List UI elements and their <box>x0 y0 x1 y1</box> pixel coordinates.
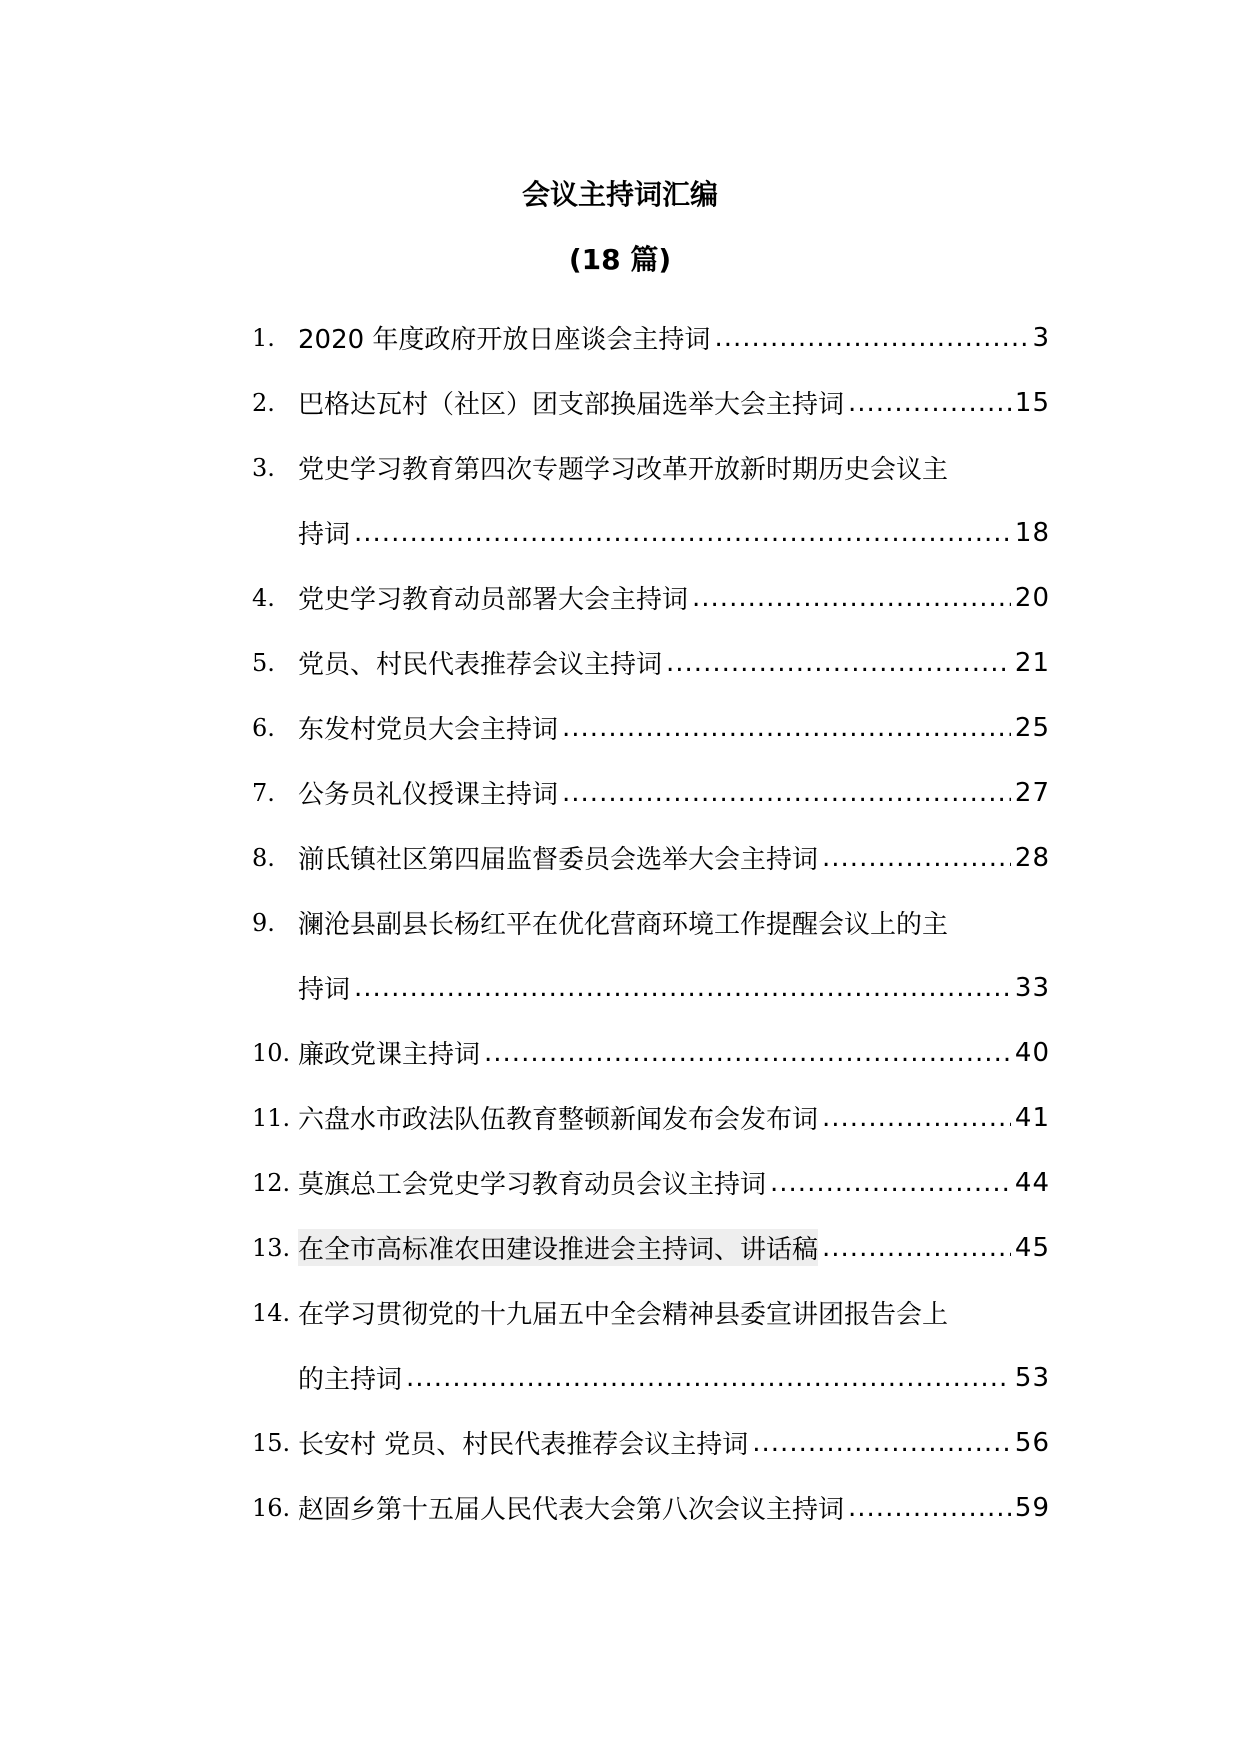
table-of-contents <box>252 305 1050 1540</box>
toc-line <box>252 955 1050 1020</box>
toc-entry-title: 澜沧县副县长杨红平在优化营商环境工作提醒会议上的主 <box>298 910 949 940</box>
toc-entry[interactable] <box>252 1085 1050 1150</box>
toc-dot-leader <box>822 843 1011 873</box>
toc-entry[interactable] <box>252 1215 1050 1280</box>
toc-dot-leader <box>848 388 1011 418</box>
toc-entry-number: 6. <box>252 713 275 742</box>
toc-dot-leader <box>822 1103 1011 1133</box>
toc-line <box>252 1280 1050 1345</box>
toc-line <box>252 630 1050 695</box>
toc-entry-number: 11. <box>252 1103 291 1132</box>
toc-entry[interactable] <box>252 1280 1050 1410</box>
toc-dot-leader <box>770 1168 1011 1198</box>
toc-entry[interactable] <box>252 760 1050 825</box>
toc-line <box>252 890 1050 955</box>
toc-entry-title: 六盘水市政法队伍教育整顿新闻发布会发布词 <box>298 1105 819 1135</box>
toc-dot-leader <box>666 648 1011 678</box>
toc-entry[interactable] <box>252 1475 1050 1540</box>
toc-entry[interactable] <box>252 630 1050 695</box>
toc-entry-number: 1. <box>252 323 275 352</box>
toc-entry-title: 长安村 党员、村民代表推荐会议主持词 <box>298 1430 749 1460</box>
toc-entry-number: 13. <box>252 1233 291 1262</box>
toc-entry-number: 8. <box>252 843 275 872</box>
toc-entry-title: 廉政党课主持词 <box>298 1040 481 1070</box>
toc-entry-number: 4. <box>252 583 275 612</box>
document-title: 会议主持词汇编 <box>521 178 718 211</box>
toc-page-number: 53 <box>1014 1362 1050 1393</box>
toc-line <box>252 1475 1050 1540</box>
document-subtitle: (18 篇) <box>568 243 672 276</box>
toc-dot-leader <box>752 1428 1011 1458</box>
toc-entry-title: 持词 <box>298 520 351 550</box>
toc-dot-leader <box>354 518 1011 548</box>
toc-dot-leader <box>484 1038 1011 1068</box>
toc-line <box>252 370 1050 435</box>
toc-entry-number: 15. <box>252 1428 291 1457</box>
toc-line <box>252 565 1050 630</box>
toc-entry-number: 2. <box>252 388 275 417</box>
toc-page-number: 41 <box>1014 1102 1050 1133</box>
toc-entry-number: 5. <box>252 648 275 677</box>
toc-entry-title: 党史学习教育动员部署大会主持词 <box>298 585 689 615</box>
toc-page-number: 21 <box>1014 647 1050 678</box>
toc-page-number: 45 <box>1014 1232 1050 1263</box>
toc-page-number: 20 <box>1014 582 1050 613</box>
toc-entry-number: 10. <box>252 1038 291 1067</box>
toc-page-number: 56 <box>1014 1427 1050 1458</box>
toc-entry-number: 7. <box>252 778 275 807</box>
toc-entry[interactable] <box>252 890 1050 1020</box>
toc-line <box>252 500 1050 565</box>
toc-entry[interactable] <box>252 1150 1050 1215</box>
toc-line <box>252 305 1050 370</box>
toc-dot-leader <box>406 1363 1011 1393</box>
toc-line <box>252 1215 1050 1280</box>
toc-entry-title: 巴格达瓦村（社区）团支部换届选举大会主持词 <box>298 390 845 420</box>
toc-entry-title: 持词 <box>298 975 351 1005</box>
toc-page-number: 40 <box>1014 1037 1050 1068</box>
toc-entry-title: 党史学习教育第四次专题学习改革开放新时期历史会议主 <box>298 455 949 485</box>
toc-entry-title: 的主持词 <box>298 1365 403 1395</box>
toc-dot-leader <box>822 1233 1011 1263</box>
toc-line <box>252 1020 1050 1085</box>
toc-page-number: 3 <box>1032 322 1050 353</box>
toc-line <box>252 1410 1050 1475</box>
toc-page-number: 28 <box>1014 842 1050 873</box>
toc-entry-title: 湔氐镇社区第四届监督委员会选举大会主持词 <box>298 845 819 875</box>
toc-dot-leader <box>692 583 1011 613</box>
toc-entry-title: 在学习贯彻党的十九届五中全会精神县委宣讲团报告会上 <box>298 1300 949 1330</box>
toc-page-number: 59 <box>1014 1492 1050 1523</box>
toc-entry[interactable] <box>252 1020 1050 1085</box>
toc-dot-leader <box>354 973 1011 1003</box>
toc-entry-number: 16. <box>252 1493 291 1522</box>
toc-line <box>252 760 1050 825</box>
toc-entry[interactable] <box>252 1410 1050 1475</box>
toc-entry-title: 公务员礼仪授课主持词 <box>298 780 559 810</box>
toc-dot-leader <box>714 323 1028 353</box>
toc-line <box>252 1085 1050 1150</box>
toc-entry[interactable] <box>252 695 1050 760</box>
toc-entry-title: 赵固乡第十五届人民代表大会第八次会议主持词 <box>298 1495 845 1525</box>
toc-entry-title: 在全市高标准农田建设推进会主持词、讲话稿 <box>298 1229 818 1266</box>
toc-entry[interactable] <box>252 825 1050 890</box>
toc-entry[interactable] <box>252 370 1050 435</box>
toc-entry[interactable] <box>252 305 1050 370</box>
toc-dot-leader <box>562 713 1011 743</box>
toc-page-number: 25 <box>1014 712 1050 743</box>
toc-entry[interactable] <box>252 435 1050 565</box>
toc-page-number: 44 <box>1014 1167 1050 1198</box>
toc-page-number: 27 <box>1014 777 1050 808</box>
toc-entry-number: 9. <box>252 908 275 937</box>
toc-line <box>252 1345 1050 1410</box>
toc-entry[interactable] <box>252 565 1050 630</box>
toc-line <box>252 825 1050 890</box>
toc-entry-number: 14. <box>252 1298 291 1327</box>
toc-page-number: 33 <box>1014 972 1050 1003</box>
toc-entry-title: 东发村党员大会主持词 <box>298 715 559 745</box>
toc-entry-title: 莫旗总工会党史学习教育动员会议主持词 <box>298 1170 767 1200</box>
toc-line <box>252 435 1050 500</box>
toc-line <box>252 695 1050 760</box>
toc-page-number: 18 <box>1014 517 1050 548</box>
toc-entry-number: 12. <box>252 1168 291 1197</box>
toc-entry-title: 党员、村民代表推荐会议主持词 <box>298 650 663 680</box>
toc-entry-title: 2020 年度政府开放日座谈会主持词 <box>298 325 711 355</box>
toc-page-number: 15 <box>1014 387 1050 418</box>
toc-entry-number: 3. <box>252 453 275 482</box>
toc-dot-leader <box>848 1493 1011 1523</box>
toc-line <box>252 1150 1050 1215</box>
toc-dot-leader <box>562 778 1011 808</box>
